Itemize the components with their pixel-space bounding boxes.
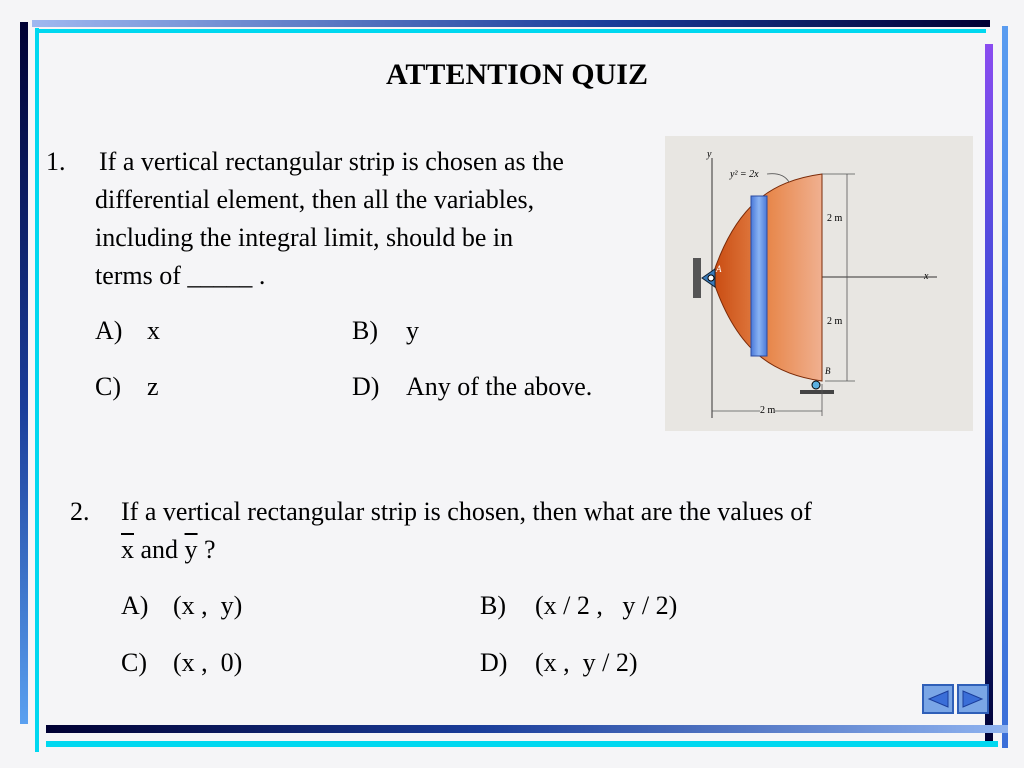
q1-line-2: differential element, then all the variables, bbox=[95, 185, 535, 214]
q2-option-c-letter: C) bbox=[121, 648, 147, 677]
q2-option-a-text: (x , y) bbox=[173, 591, 243, 620]
ground-b bbox=[800, 390, 834, 394]
figure-panel bbox=[665, 136, 973, 431]
q1-option-a-text: x bbox=[147, 316, 160, 345]
frame-right-blue-bar bbox=[1002, 26, 1008, 748]
q2-x-bar: $\overline{x}$ bbox=[121, 535, 134, 564]
frame-left-bar bbox=[20, 22, 28, 724]
differential-strip bbox=[751, 196, 767, 356]
q1-line-4: terms of _____ . bbox=[95, 261, 266, 290]
wall-support bbox=[693, 258, 701, 298]
parabolic-area-diagram bbox=[665, 136, 973, 431]
q1-option-b-text: y bbox=[406, 316, 419, 345]
figure-dim-width: 2 m bbox=[760, 405, 776, 416]
figure-equation: y² = 2x bbox=[730, 169, 759, 180]
q2-option-d-text: (x , y / 2) bbox=[535, 648, 638, 677]
page-title: ATTENTION QUIZ bbox=[385, 58, 648, 91]
q1-option-c-text: z bbox=[147, 372, 159, 401]
q1-line-1: If a vertical rectangular strip is chosen as the bbox=[99, 147, 564, 176]
q2-y-bar: $\overline{y}$ bbox=[184, 535, 198, 564]
figure-dim-bottom: 2 m bbox=[827, 316, 843, 327]
q2-and: and bbox=[140, 535, 179, 564]
figure-point-b: B bbox=[825, 366, 831, 376]
prev-slide-button[interactable] bbox=[922, 684, 954, 714]
q2-option-d-letter: D) bbox=[480, 648, 508, 677]
frame-top-cyan-bar bbox=[36, 29, 986, 33]
q1-option-a-letter: A) bbox=[95, 316, 123, 345]
q2-question-mark: ? bbox=[204, 535, 216, 564]
roller-b bbox=[812, 381, 820, 389]
q1-number: 1. bbox=[46, 147, 66, 176]
q1-option-d-text: Any of the above. bbox=[406, 372, 593, 401]
frame-top-bar bbox=[32, 20, 990, 27]
figure-dim-top: 2 m bbox=[827, 213, 843, 224]
q1-option-d-letter: D) bbox=[352, 372, 380, 401]
q1-option-b-letter: B) bbox=[352, 316, 378, 345]
q2-option-b-text: (x / 2 , y / 2) bbox=[535, 591, 678, 620]
frame-left-cyan-bar bbox=[35, 28, 39, 752]
frame-bottom-cyan-bar bbox=[46, 741, 998, 747]
q2-number: 2. bbox=[70, 497, 90, 526]
q1-option-c-letter: C) bbox=[95, 372, 121, 401]
q2-option-b-letter: B) bbox=[480, 591, 506, 620]
q2-option-c-text: (x , 0) bbox=[173, 648, 243, 677]
figure-axis-x: x bbox=[924, 271, 929, 282]
q2-line-2 bbox=[121, 531, 216, 569]
figure-axis-y: y bbox=[707, 149, 712, 160]
q2-option-a-letter: A) bbox=[121, 591, 149, 620]
frame-right-bar bbox=[985, 44, 993, 744]
next-slide-button[interactable] bbox=[957, 684, 989, 714]
q1-line-3: including the integral limit, should be in bbox=[95, 223, 514, 252]
q2-line-1: If a vertical rectangular strip is chosen, then what are the values of bbox=[121, 497, 812, 526]
left-arrow-icon bbox=[926, 689, 950, 709]
figure-point-a: A bbox=[716, 264, 722, 274]
right-arrow-icon bbox=[961, 689, 985, 709]
frame-bottom-bar bbox=[46, 725, 1008, 733]
